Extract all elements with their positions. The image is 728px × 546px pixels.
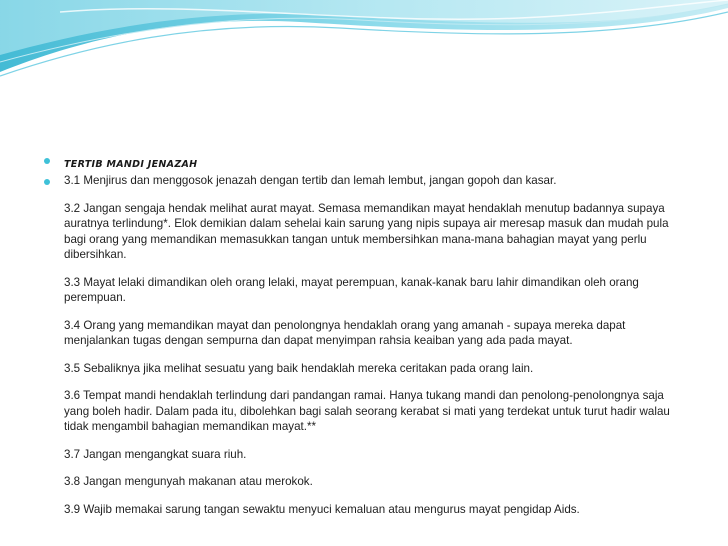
body-bullet xyxy=(44,173,684,517)
header-wave-decoration xyxy=(0,0,728,85)
paragraph-3-2: 3.2 Jangan sengaja hendak melihat aurat mayat. Semasa memandikan mayat hendaklah menutup badannya supaya auratnya terlindung*. Elok demikian dalam sehelai kain sarung yang nipis supaya air meresap masuk dan mudah pula bagi orang yang memandikan memasukkan tangan untuk membersihkan mana-mana bahagian mayat yang perlu dibersihkan. xyxy=(64,201,669,261)
bullet-icon xyxy=(44,179,50,185)
paragraph-3-8: 3.8 Jangan mengunyah makanan atau merokok. xyxy=(64,475,313,488)
paragraph-3-5: 3.5 Sebaliknya jika melihat sesuatu yang baik hendaklah mereka ceritakan pada orang lain. xyxy=(64,361,534,375)
paragraph-3-3: 3.3 Mayat lelaki dimandikan oleh orang lelaki, mayat perempuan, kanak-kanak baru lahir dimandikan oleh orang perempuan. xyxy=(64,275,639,304)
bullet-icon xyxy=(44,158,50,164)
paragraph-3-1: 3.1 Menjirus dan menggosok jenazah dengan tertib dan lemah lembut, jangan gopoh dan kasar. xyxy=(64,174,557,187)
paragraph-3-4: 3.4 Orang yang memandikan mayat dan penolongnya hendaklah orang yang amanah - supaya mereka dapat menjalankan tugas dengan sempurna dan dapat menyimpan rahsia keaiban yang ada pada mayat. xyxy=(64,318,626,347)
paragraph-3-6: 3.6 Tempat mandi hendaklah terlindung dari pandangan ramai. Hanya tukang mandi dan penolong-penolongnya saja yang boleh hadir. Dalam pada itu, dibolehkan bagi salah seorang kerabat si mati yang terdekat untuk turut hadir walau tidak mengambil bahagian memandikan mayat.** xyxy=(64,389,670,433)
slide-title: TERTIB MANDI JENAZAH xyxy=(64,159,198,170)
slide-content xyxy=(44,154,684,529)
paragraph-3-9: 3.9 Wajib memakai sarung tangan sewaktu menyuci kemaluan atau mengurus mayat pengidap Aids. xyxy=(64,502,580,516)
title-bullet xyxy=(44,154,684,170)
paragraph-3-7: 3.7 Jangan mengangkat suara riuh. xyxy=(64,447,247,461)
